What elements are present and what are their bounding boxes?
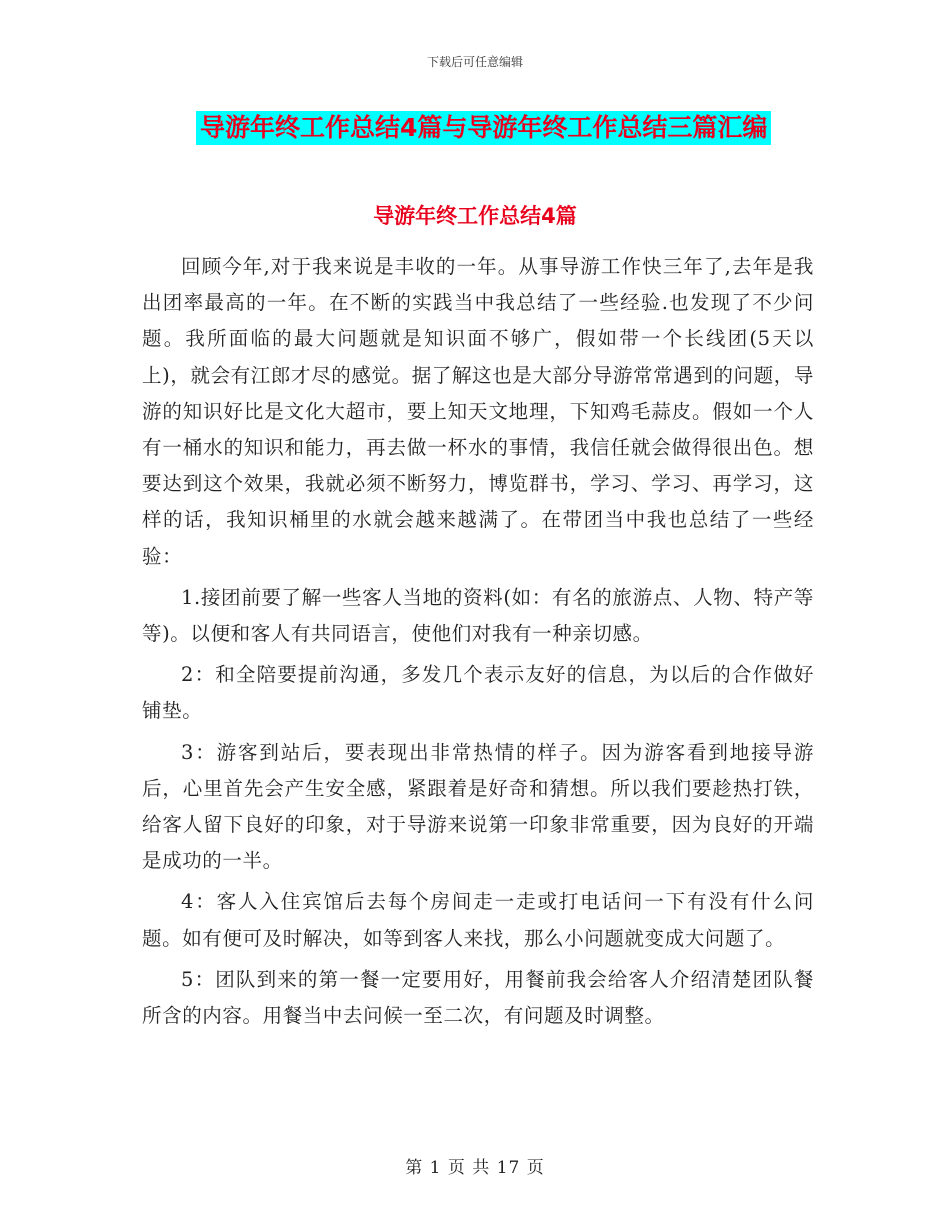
paragraph: 4：客人入住宾馆后去每个房间走一走或打电话问一下有没有什么问题。如有便可及时解决，如等到客人来找，那么小问题就变成大问题了。 (142, 890, 814, 950)
section-title: 导游年终工作总结4篇 (373, 204, 577, 228)
paragraph: 3：游客到站后，要表现出非常热情的样子。因为游客看到地接导游后，心里首先会产生安全感，紧跟着是好奇和猜想。所以我们要趁热打铁，给客人留下良好的印象，对于导游来说第一印象非常重要，因为良好的开端是成功的一半。 (142, 740, 814, 873)
page-footer: 第 1 页 共 17 页 (405, 1158, 545, 1178)
paragraph: 回顾今年,对于我来说是丰收的一年。从事导游工作快三年了,去年是我出团率最高的一年。在不断的实践当中我总结了一些经验.也发现了不少问题。我所面临的最大问题就是知识面不够广，假如带一个长线团(5天以上)，就会有江郎才尽的感觉。据了解这也是大部分导游常常遇到的问题，导游的知识好比是文化大超市，要上知天文地理，下知鸡毛蒜皮。假如一个人有一桶水的知识和能力，再去做一杯水的事情，我信任就会做得很出色。想要达到这个效果，我就必须不断努力，博览群书，学习、学习、再学习，这样的话，我知识桶里的水就会越来越满了。在带团当中我也总结了一些经验： (142, 255, 814, 568)
page-header-note: 下载后可任意编辑 (426, 55, 523, 69)
paragraph: 5：团队到来的第一餐一定要用好，用餐前我会给客人介绍清楚团队餐所含的内容。用餐当中去问候一至二次，有问题及时调整。 (142, 967, 814, 1028)
document-body (142, 249, 814, 1034)
document-title: 导游年终工作总结4篇与导游年终工作总结三篇汇编 (196, 111, 771, 145)
paragraph: 2：和全陪要提前沟通，多发几个表示友好的信息，为以后的合作做好铺垫。 (142, 663, 814, 723)
paragraph: 1.接团前要了解一些客人当地的资料(如：有名的旅游点、人物、特产等等)。以便和客人有共同语言，使他们对我有一种亲切感。 (142, 585, 814, 646)
